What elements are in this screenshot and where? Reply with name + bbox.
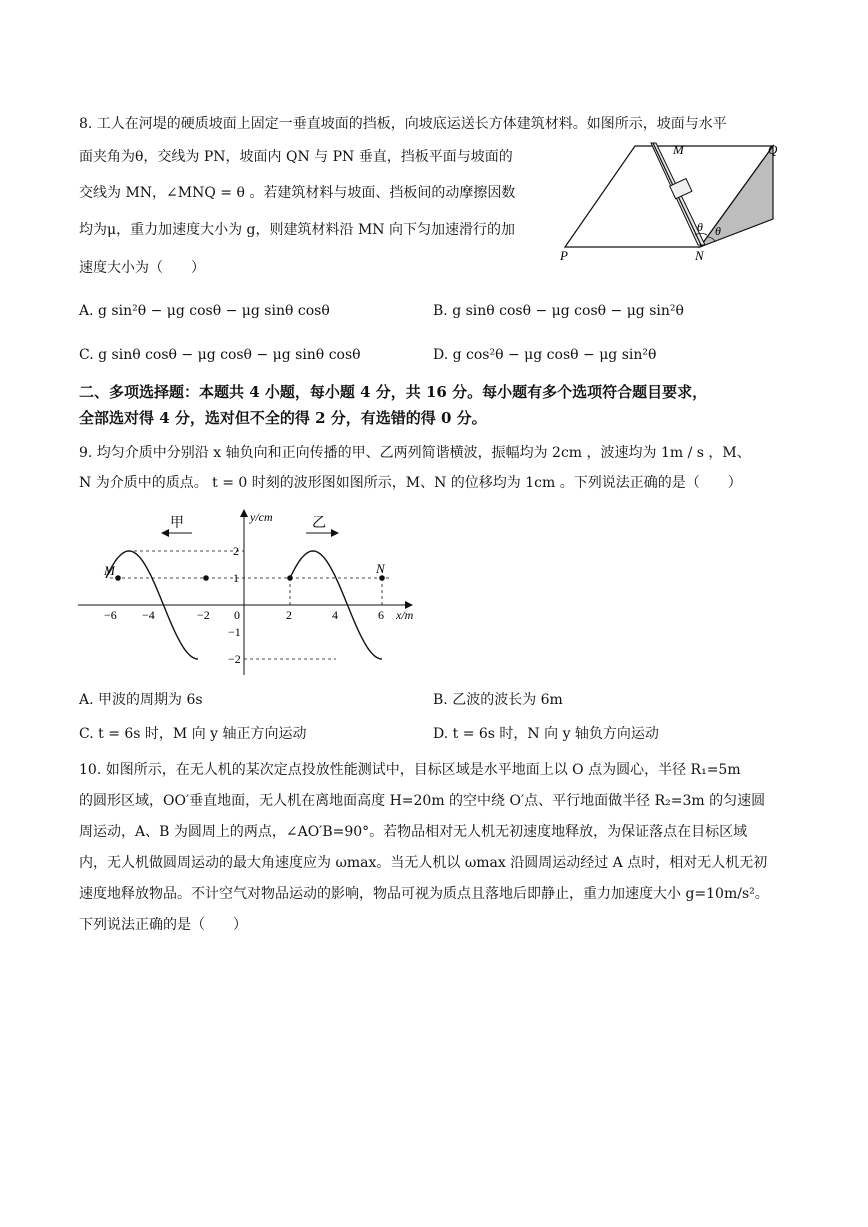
point-M-dot <box>115 575 121 581</box>
q10-text-line2: 的圆形区域，OO′垂直地面，无人机在离地面高度 H=20m 的空中绕 O′点、平行地面做半径 R₂=3m 的匀速圆 <box>79 793 766 809</box>
label-point-M: M <box>104 563 115 578</box>
y-tick-2: 2 <box>233 544 239 558</box>
x-tick-6: 6 <box>378 608 384 622</box>
q8-option-b[interactable]: B. g sinθ cosθ − μg cosθ − μg sin²θ <box>433 303 684 319</box>
y-axis-label: y/cm <box>250 510 273 524</box>
q9-option-a[interactable]: A. 甲波的周期为 6s <box>79 692 203 708</box>
y-tick-1: 1 <box>233 571 239 585</box>
label-jia: 甲 <box>170 516 184 531</box>
q9-option-c[interactable]: C. t = 6s 时，M 向 y 轴正方向运动 <box>79 726 307 742</box>
label-N: N <box>695 248 704 263</box>
point-N-dot <box>379 575 385 581</box>
q8-slope-figure <box>555 135 795 265</box>
x-tick-2: 2 <box>286 608 292 622</box>
label-M: M <box>673 142 684 157</box>
q10-text-line1: 10. 如图所示，在无人机的某次定点投放性能测试中，目标区域是水平地面上以 O 点为圆心，半径 R₁=5m <box>79 762 741 778</box>
shaded-cross-section <box>700 146 773 247</box>
x-tick-4: 4 <box>332 608 338 622</box>
section2-heading-line1: 二、多项选择题：本题共 4 小题，每小题 4 分，共 16 分。每小题有多个选项符合题目要求， <box>79 383 708 401</box>
y-tick-neg2: −2 <box>228 652 241 666</box>
label-point-N: N <box>376 561 385 576</box>
point-left-end-dot <box>203 575 209 581</box>
q8-option-a[interactable]: A. g sin²θ − μg cosθ − μg sinθ cosθ <box>79 303 330 319</box>
label-theta-1: θ <box>697 220 703 234</box>
q10-text-line6: 下列说法正确的是（ ） <box>79 917 247 933</box>
y-tick-neg1: −1 <box>228 625 241 639</box>
q9-text-line1: 9. 均匀介质中分别沿 x 轴负向和正向传播的甲、乙两列简谐横波，振幅均为 2cm ，波速均为 1m / s ，M、 <box>79 445 751 461</box>
x-tick-neg2: −2 <box>197 608 210 622</box>
q9-option-b[interactable]: B. 乙波的波长为 6m <box>433 692 563 708</box>
q8-option-c[interactable]: C. g sinθ cosθ − μg cosθ − μg sinθ cosθ <box>79 347 361 363</box>
x-tick-neg4: −4 <box>142 608 155 622</box>
label-Q: Q <box>768 142 778 157</box>
section2-heading-line2: 全部选对得 4 分，选对但不全的得 2 分，有选错的得 0 分。 <box>79 409 487 427</box>
q8-text-line3: 交线为 MN，∠MNQ = θ 。若建筑材料与坡面、挡板间的动摩擦因数 <box>79 185 516 201</box>
x-axis-label: x/m <box>396 608 414 622</box>
q10-text-line5: 速度地释放物品。不计空气对物品运动的影响，物品可视为质点且落地后即静止，重力加速度大小 g=10m/s²。 <box>79 886 769 902</box>
label-P: P <box>560 248 568 263</box>
q8-text-line5: 速度大小为（ ） <box>79 260 205 276</box>
x-tick-neg6: −6 <box>104 608 117 622</box>
q10-text-line4: 内，无人机做圆周运动的最大角速度应为 ωmax。当无人机以 ωmax 沿圆周运动经过 A 点时，相对无人机无初 <box>79 855 768 871</box>
point-right-start-dot <box>287 575 293 581</box>
q8-text-line2: 面夹角为θ，交线为 PN，坡面内 QN 与 PN 垂直，挡板平面与坡面的 <box>79 149 513 165</box>
q8-text-line4: 均为μ，重力加速度大小为 g，则建筑材料沿 MN 向下匀加速滑行的加 <box>79 222 515 238</box>
q10-text-line3: 周运动，A、B 为圆周上的两点，∠AO′B=90°。若物品相对无人机无初速度地释放，为保证落点在目标区域 <box>79 824 748 840</box>
q9-option-d[interactable]: D. t = 6s 时，N 向 y 轴负方向运动 <box>433 726 659 742</box>
q8-text-line1: 8. 工人在河堤的硬质坡面上固定一垂直坡面的挡板，向坡底运送长方体建筑材料。如图所示，坡面与水平 <box>79 116 727 132</box>
q8-option-d[interactable]: D. g cos²θ − μg cosθ − μg sin²θ <box>433 347 657 363</box>
x-tick-0: 0 <box>234 608 240 622</box>
q9-wave-graph <box>70 505 430 680</box>
label-theta-2: θ <box>715 224 721 238</box>
q9-text-line2: N 为介质中的质点。 t = 0 时刻的波形图如图所示，M、N 的位移均为 1cm 。下列说法正确的是（ ） <box>79 475 742 491</box>
label-yi: 乙 <box>312 516 326 531</box>
